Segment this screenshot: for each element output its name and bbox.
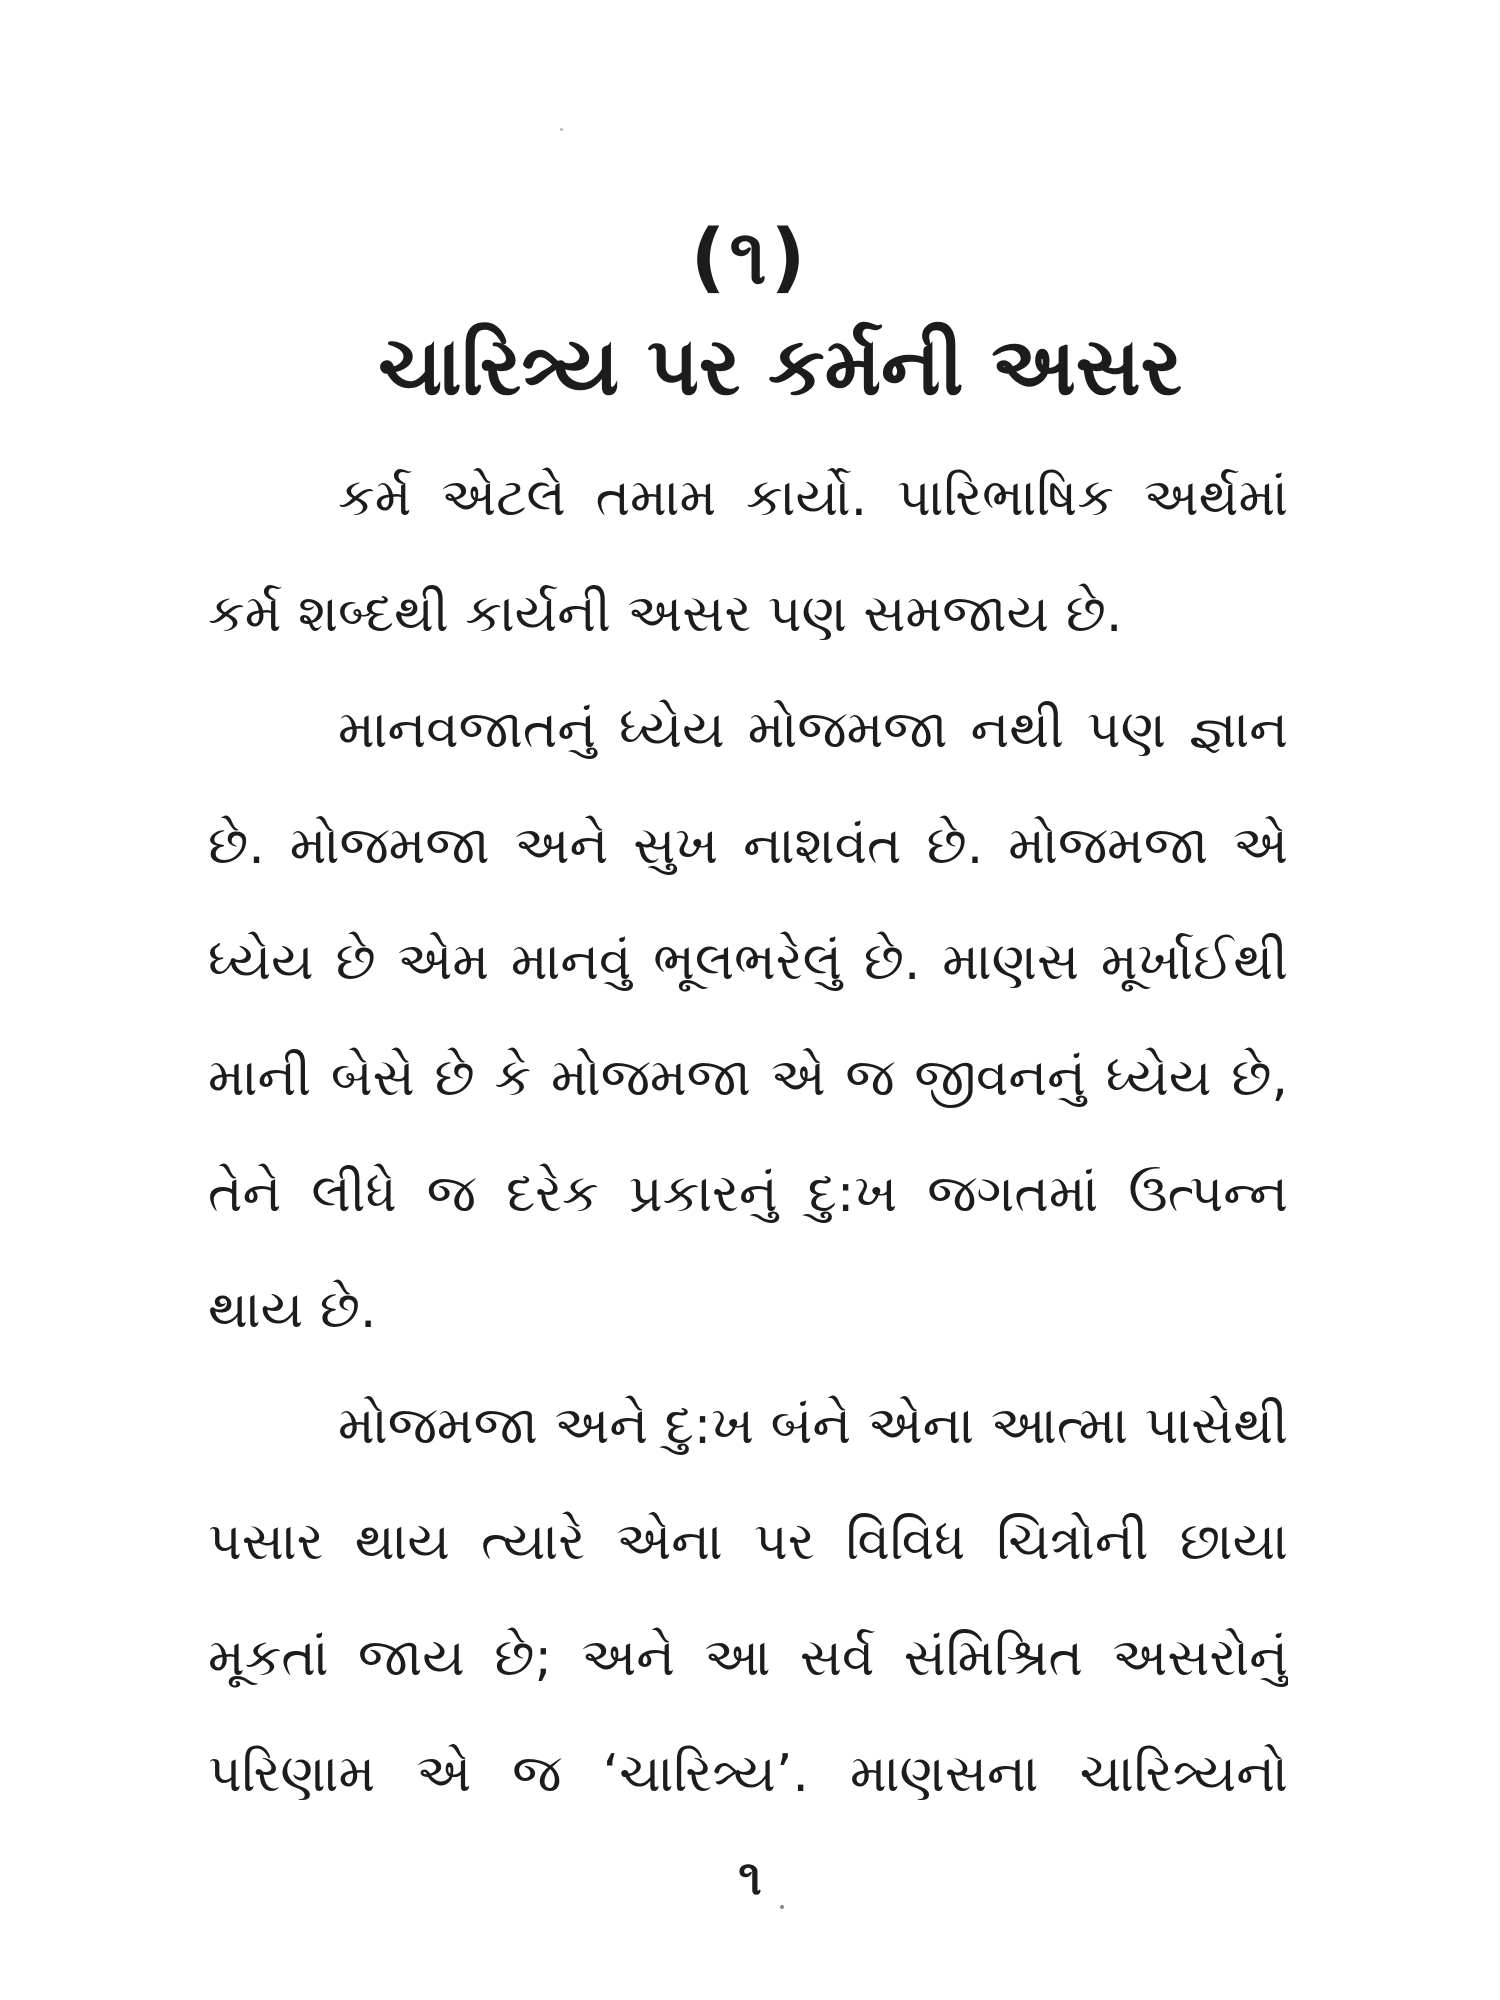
text-line: કર્મ શબ્દથી કાર્યની અસર પણ સમજાય છે.	[208, 584, 1123, 644]
text-line: છે. મોજમજા અને સુખ નાશવંત છે. મોજમજા એ	[208, 816, 1288, 876]
chapter-number: (૧)	[690, 212, 810, 301]
chapter-title: ચારિત્ર્ય પર કર્મની અસર	[378, 320, 1182, 413]
page-number: ૧	[738, 1850, 762, 1906]
text-line: પરિણામ એ જ ‘ચારિત્ર્ય’. માણસના ચારિત્ર્યનો	[208, 1744, 1288, 1804]
text-line: માની બેસે છે કે મોજમજા એ જ જીવનનું ધ્યેય છે,	[208, 1048, 1288, 1108]
text-line: ધ્યેય છે એમ માનવું ભૂલભરેલું છે. માણસ મૂર્ખાઈથી	[208, 932, 1288, 992]
body-text	[208, 440, 1288, 1832]
print-speck	[780, 1905, 784, 1909]
text-line: મોજમજા અને દુ:ખ બંને એના આત્મા પાસેથી	[338, 1396, 1288, 1456]
text-line: મૂકતાં જાય છે; અને આ સર્વ સંમિશ્રિત અસરોનું	[208, 1628, 1288, 1688]
text-line: કર્મ એટલે તમામ કાર્યો. પારિભાષિક અર્થમાં	[338, 468, 1288, 528]
print-speck	[560, 128, 563, 131]
text-line: તેને લીધે જ દરેક પ્રકારનું દુ:ખ જગતમાં ઉત્પન્ન	[208, 1164, 1288, 1224]
text-line: પસાર થાય ત્યારે એના પર વિવિધ ચિત્રોની છાયા	[208, 1512, 1288, 1572]
text-line: થાય છે.	[208, 1280, 377, 1340]
text-line: માનવજાતનું ધ્યેય મોજમજા નથી પણ જ્ઞાન	[338, 700, 1288, 760]
